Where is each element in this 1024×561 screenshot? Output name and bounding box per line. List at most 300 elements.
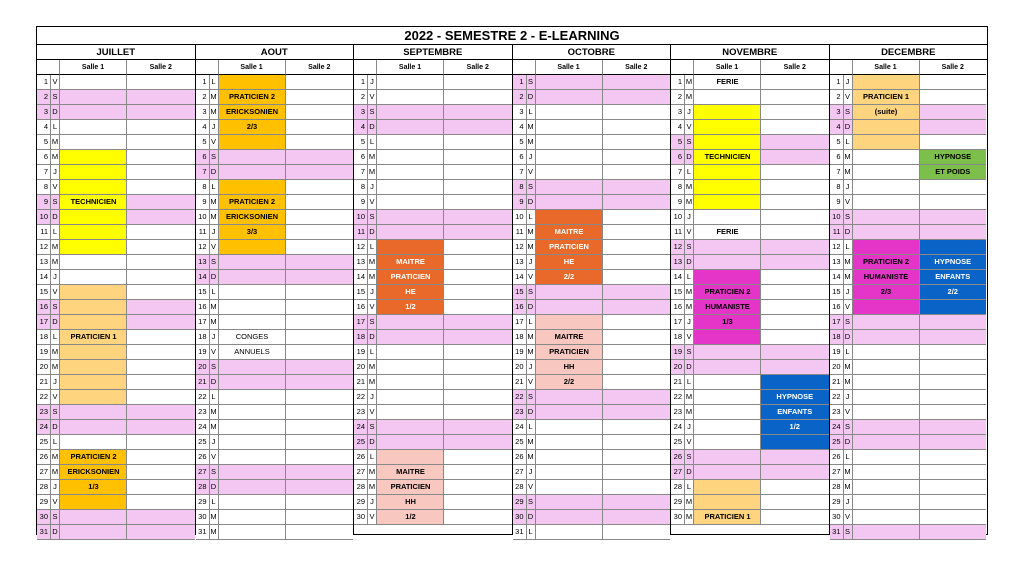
slot-salle-2[interactable] (603, 495, 671, 510)
slot-salle-2[interactable] (920, 360, 987, 375)
slot-salle-1[interactable] (853, 330, 920, 345)
slot-salle-2[interactable] (286, 390, 354, 405)
slot-salle-2[interactable] (920, 120, 987, 135)
slot-salle-2[interactable] (920, 375, 987, 390)
slot-salle-2[interactable] (603, 165, 671, 180)
slot-salle-2[interactable] (761, 240, 829, 255)
slot-salle-1[interactable] (60, 150, 127, 165)
slot-salle-2[interactable] (761, 375, 829, 390)
slot-salle-2[interactable] (127, 75, 195, 90)
slot-salle-2[interactable] (920, 345, 987, 360)
slot-salle-2[interactable] (603, 345, 671, 360)
slot-salle-2[interactable] (920, 495, 987, 510)
slot-salle-1[interactable] (60, 270, 127, 285)
slot-salle-2[interactable] (444, 420, 512, 435)
slot-salle-1[interactable] (694, 270, 761, 285)
slot-salle-1[interactable] (219, 360, 286, 375)
slot-salle-1[interactable] (219, 75, 286, 90)
slot-salle-2[interactable] (920, 525, 987, 540)
slot-salle-2[interactable] (761, 135, 829, 150)
slot-salle-1[interactable] (377, 75, 444, 90)
slot-salle-1[interactable] (377, 240, 444, 255)
slot-salle-2[interactable] (761, 165, 829, 180)
slot-salle-1[interactable] (536, 300, 603, 315)
slot-salle-1[interactable] (694, 450, 761, 465)
slot-salle-2[interactable] (286, 405, 354, 420)
slot-salle-1[interactable] (60, 525, 127, 540)
slot-salle-2[interactable] (920, 210, 987, 225)
slot-salle-1[interactable] (377, 375, 444, 390)
slot-salle-2[interactable] (127, 360, 195, 375)
slot-salle-1[interactable] (219, 150, 286, 165)
slot-salle-1[interactable] (60, 510, 127, 525)
slot-salle-2[interactable] (127, 435, 195, 450)
slot-salle-2[interactable] (444, 210, 512, 225)
slot-salle-2[interactable] (920, 315, 987, 330)
slot-salle-2[interactable] (603, 510, 671, 525)
slot-salle-2[interactable] (444, 345, 512, 360)
slot-salle-1[interactable] (377, 435, 444, 450)
slot-salle-2[interactable] (127, 495, 195, 510)
slot-salle-2[interactable] (920, 300, 987, 315)
slot-salle-2[interactable] (444, 465, 512, 480)
slot-salle-1[interactable] (60, 315, 127, 330)
slot-salle-2[interactable] (286, 480, 354, 495)
slot-salle-1[interactable] (377, 225, 444, 240)
slot-salle-1[interactable] (694, 330, 761, 345)
slot-salle-2[interactable] (603, 195, 671, 210)
slot-salle-2[interactable] (920, 465, 987, 480)
slot-salle-2[interactable] (444, 495, 512, 510)
slot-salle-2[interactable] (603, 120, 671, 135)
slot-salle-2[interactable] (761, 120, 829, 135)
slot-salle-1[interactable] (536, 510, 603, 525)
slot-salle-2[interactable] (286, 510, 354, 525)
slot-salle-1[interactable] (694, 105, 761, 120)
slot-salle-1[interactable] (219, 180, 286, 195)
slot-salle-1[interactable] (377, 90, 444, 105)
slot-salle-1[interactable] (853, 480, 920, 495)
slot-salle-2[interactable] (286, 165, 354, 180)
slot-salle-1[interactable] (60, 435, 127, 450)
slot-salle-1[interactable] (377, 150, 444, 165)
slot-salle-1[interactable] (536, 525, 603, 540)
slot-salle-1[interactable] (219, 525, 286, 540)
slot-salle-1[interactable] (377, 330, 444, 345)
slot-salle-1[interactable] (536, 315, 603, 330)
slot-salle-2[interactable] (286, 330, 354, 345)
slot-salle-1[interactable] (219, 480, 286, 495)
slot-salle-1[interactable] (694, 390, 761, 405)
slot-salle-2[interactable] (603, 300, 671, 315)
slot-salle-1[interactable] (536, 120, 603, 135)
slot-salle-2[interactable] (444, 195, 512, 210)
slot-salle-2[interactable] (761, 435, 829, 450)
slot-salle-2[interactable] (761, 510, 829, 525)
slot-salle-1[interactable] (536, 435, 603, 450)
slot-salle-1[interactable] (377, 450, 444, 465)
slot-salle-2[interactable] (603, 420, 671, 435)
slot-salle-2[interactable] (286, 465, 354, 480)
slot-salle-2[interactable] (444, 240, 512, 255)
slot-salle-2[interactable] (761, 270, 829, 285)
slot-salle-1[interactable] (536, 210, 603, 225)
slot-salle-2[interactable] (444, 180, 512, 195)
slot-salle-1[interactable] (377, 165, 444, 180)
slot-salle-1[interactable] (536, 480, 603, 495)
slot-salle-2[interactable] (920, 330, 987, 345)
slot-salle-2[interactable] (603, 435, 671, 450)
slot-salle-2[interactable] (444, 165, 512, 180)
slot-salle-1[interactable] (536, 105, 603, 120)
slot-salle-1[interactable] (377, 360, 444, 375)
slot-salle-2[interactable] (286, 105, 354, 120)
slot-salle-1[interactable] (853, 405, 920, 420)
slot-salle-1[interactable] (60, 360, 127, 375)
slot-salle-2[interactable] (603, 465, 671, 480)
slot-salle-2[interactable] (127, 150, 195, 165)
slot-salle-1[interactable] (219, 435, 286, 450)
slot-salle-1[interactable] (694, 135, 761, 150)
slot-salle-2[interactable] (920, 180, 987, 195)
slot-salle-2[interactable] (444, 135, 512, 150)
slot-salle-2[interactable] (127, 240, 195, 255)
slot-salle-1[interactable] (60, 345, 127, 360)
slot-salle-2[interactable] (920, 195, 987, 210)
slot-salle-2[interactable] (127, 90, 195, 105)
slot-salle-2[interactable] (761, 285, 829, 300)
slot-salle-1[interactable] (536, 180, 603, 195)
slot-salle-2[interactable] (127, 105, 195, 120)
slot-salle-2[interactable] (127, 450, 195, 465)
slot-salle-2[interactable] (286, 270, 354, 285)
slot-salle-1[interactable] (853, 75, 920, 90)
slot-salle-2[interactable] (920, 390, 987, 405)
slot-salle-1[interactable] (219, 465, 286, 480)
slot-salle-1[interactable] (694, 465, 761, 480)
slot-salle-2[interactable] (127, 465, 195, 480)
slot-salle-1[interactable] (219, 165, 286, 180)
slot-salle-1[interactable] (536, 285, 603, 300)
slot-salle-1[interactable] (694, 345, 761, 360)
slot-salle-1[interactable] (60, 495, 127, 510)
slot-salle-2[interactable] (920, 240, 987, 255)
slot-salle-2[interactable] (444, 300, 512, 315)
slot-salle-1[interactable] (219, 285, 286, 300)
slot-salle-2[interactable] (127, 315, 195, 330)
slot-salle-2[interactable] (127, 330, 195, 345)
slot-salle-1[interactable] (694, 405, 761, 420)
slot-salle-1[interactable] (219, 405, 286, 420)
slot-salle-2[interactable] (286, 240, 354, 255)
slot-salle-2[interactable] (127, 510, 195, 525)
slot-salle-2[interactable] (286, 75, 354, 90)
slot-salle-2[interactable] (127, 210, 195, 225)
slot-salle-2[interactable] (603, 315, 671, 330)
slot-salle-1[interactable] (377, 405, 444, 420)
slot-salle-1[interactable] (219, 420, 286, 435)
slot-salle-1[interactable] (60, 75, 127, 90)
slot-salle-2[interactable] (444, 285, 512, 300)
slot-salle-2[interactable] (286, 180, 354, 195)
slot-salle-2[interactable] (286, 300, 354, 315)
slot-salle-2[interactable] (444, 450, 512, 465)
slot-salle-2[interactable] (127, 390, 195, 405)
slot-salle-2[interactable] (603, 75, 671, 90)
slot-salle-2[interactable] (603, 285, 671, 300)
slot-salle-2[interactable] (761, 255, 829, 270)
slot-salle-2[interactable] (444, 255, 512, 270)
slot-salle-1[interactable] (536, 405, 603, 420)
slot-salle-1[interactable] (853, 375, 920, 390)
slot-salle-2[interactable] (286, 435, 354, 450)
slot-salle-2[interactable] (920, 435, 987, 450)
slot-salle-2[interactable] (920, 135, 987, 150)
slot-salle-2[interactable] (603, 105, 671, 120)
slot-salle-2[interactable] (444, 315, 512, 330)
slot-salle-2[interactable] (603, 150, 671, 165)
slot-salle-2[interactable] (127, 405, 195, 420)
slot-salle-1[interactable] (60, 120, 127, 135)
slot-salle-2[interactable] (603, 180, 671, 195)
slot-salle-2[interactable] (603, 225, 671, 240)
slot-salle-1[interactable] (60, 240, 127, 255)
slot-salle-1[interactable] (60, 375, 127, 390)
slot-salle-1[interactable] (694, 180, 761, 195)
slot-salle-2[interactable] (920, 405, 987, 420)
slot-salle-2[interactable] (603, 405, 671, 420)
slot-salle-1[interactable] (536, 75, 603, 90)
slot-salle-2[interactable] (603, 210, 671, 225)
slot-salle-2[interactable] (761, 105, 829, 120)
slot-salle-2[interactable] (603, 450, 671, 465)
slot-salle-2[interactable] (920, 480, 987, 495)
slot-salle-1[interactable] (853, 165, 920, 180)
slot-salle-1[interactable] (853, 150, 920, 165)
slot-salle-2[interactable] (286, 150, 354, 165)
slot-salle-2[interactable] (761, 90, 829, 105)
slot-salle-1[interactable] (60, 105, 127, 120)
slot-salle-2[interactable] (444, 405, 512, 420)
slot-salle-2[interactable] (444, 105, 512, 120)
slot-salle-1[interactable] (853, 345, 920, 360)
slot-salle-1[interactable] (60, 300, 127, 315)
slot-salle-1[interactable] (694, 495, 761, 510)
slot-salle-2[interactable] (920, 450, 987, 465)
slot-salle-1[interactable] (219, 240, 286, 255)
slot-salle-2[interactable] (603, 135, 671, 150)
slot-salle-2[interactable] (286, 315, 354, 330)
slot-salle-2[interactable] (127, 180, 195, 195)
slot-salle-2[interactable] (920, 225, 987, 240)
slot-salle-2[interactable] (286, 285, 354, 300)
slot-salle-1[interactable] (853, 525, 920, 540)
slot-salle-2[interactable] (761, 315, 829, 330)
slot-salle-2[interactable] (761, 495, 829, 510)
slot-salle-2[interactable] (603, 240, 671, 255)
slot-salle-2[interactable] (127, 270, 195, 285)
slot-salle-2[interactable] (444, 270, 512, 285)
slot-salle-2[interactable] (286, 450, 354, 465)
slot-salle-2[interactable] (761, 480, 829, 495)
slot-salle-1[interactable] (536, 495, 603, 510)
slot-salle-1[interactable] (536, 450, 603, 465)
slot-salle-1[interactable] (60, 255, 127, 270)
slot-salle-2[interactable] (603, 390, 671, 405)
slot-salle-2[interactable] (761, 450, 829, 465)
slot-salle-1[interactable] (853, 135, 920, 150)
slot-salle-1[interactable] (377, 315, 444, 330)
slot-salle-2[interactable] (761, 180, 829, 195)
slot-salle-1[interactable] (219, 315, 286, 330)
slot-salle-2[interactable] (444, 360, 512, 375)
slot-salle-2[interactable] (127, 135, 195, 150)
slot-salle-1[interactable] (60, 210, 127, 225)
slot-salle-2[interactable] (286, 90, 354, 105)
slot-salle-1[interactable] (694, 435, 761, 450)
slot-salle-1[interactable] (853, 225, 920, 240)
slot-salle-1[interactable] (536, 165, 603, 180)
slot-salle-1[interactable] (60, 180, 127, 195)
slot-salle-2[interactable] (127, 300, 195, 315)
slot-salle-2[interactable] (761, 465, 829, 480)
slot-salle-1[interactable] (219, 300, 286, 315)
slot-salle-1[interactable] (60, 390, 127, 405)
slot-salle-2[interactable] (444, 225, 512, 240)
slot-salle-1[interactable] (853, 210, 920, 225)
slot-salle-1[interactable] (853, 315, 920, 330)
slot-salle-2[interactable] (127, 195, 195, 210)
slot-salle-2[interactable] (603, 255, 671, 270)
slot-salle-1[interactable] (377, 135, 444, 150)
slot-salle-2[interactable] (603, 360, 671, 375)
slot-salle-1[interactable] (219, 495, 286, 510)
slot-salle-2[interactable] (127, 225, 195, 240)
slot-salle-1[interactable] (219, 270, 286, 285)
slot-salle-1[interactable] (694, 480, 761, 495)
slot-salle-1[interactable] (694, 210, 761, 225)
slot-salle-2[interactable] (286, 225, 354, 240)
slot-salle-1[interactable] (377, 420, 444, 435)
slot-salle-1[interactable] (853, 360, 920, 375)
slot-salle-2[interactable] (761, 345, 829, 360)
slot-salle-2[interactable] (286, 375, 354, 390)
slot-salle-2[interactable] (127, 285, 195, 300)
slot-salle-2[interactable] (920, 75, 987, 90)
slot-salle-1[interactable] (60, 285, 127, 300)
slot-salle-2[interactable] (127, 255, 195, 270)
slot-salle-2[interactable] (127, 480, 195, 495)
slot-salle-1[interactable] (853, 240, 920, 255)
slot-salle-1[interactable] (377, 180, 444, 195)
slot-salle-2[interactable] (286, 360, 354, 375)
slot-salle-2[interactable] (127, 120, 195, 135)
slot-salle-1[interactable] (219, 375, 286, 390)
slot-salle-2[interactable] (286, 495, 354, 510)
slot-salle-2[interactable] (761, 330, 829, 345)
slot-salle-1[interactable] (694, 375, 761, 390)
slot-salle-1[interactable] (219, 135, 286, 150)
slot-salle-1[interactable] (60, 420, 127, 435)
slot-salle-1[interactable] (219, 255, 286, 270)
slot-salle-2[interactable] (920, 510, 987, 525)
slot-salle-2[interactable] (127, 375, 195, 390)
slot-salle-1[interactable] (853, 195, 920, 210)
slot-salle-1[interactable] (60, 405, 127, 420)
slot-salle-2[interactable] (761, 300, 829, 315)
slot-salle-1[interactable] (853, 510, 920, 525)
slot-salle-2[interactable] (286, 525, 354, 540)
slot-salle-2[interactable] (603, 375, 671, 390)
slot-salle-1[interactable] (536, 135, 603, 150)
slot-salle-1[interactable] (377, 345, 444, 360)
slot-salle-1[interactable] (853, 300, 920, 315)
slot-salle-2[interactable] (444, 375, 512, 390)
slot-salle-2[interactable] (761, 360, 829, 375)
slot-salle-2[interactable] (444, 75, 512, 90)
slot-salle-1[interactable] (694, 360, 761, 375)
slot-salle-2[interactable] (286, 135, 354, 150)
slot-salle-2[interactable] (127, 165, 195, 180)
slot-salle-1[interactable] (219, 450, 286, 465)
slot-salle-2[interactable] (444, 390, 512, 405)
slot-salle-2[interactable] (444, 330, 512, 345)
slot-salle-2[interactable] (761, 195, 829, 210)
slot-salle-1[interactable] (60, 135, 127, 150)
slot-salle-1[interactable] (377, 210, 444, 225)
slot-salle-2[interactable] (920, 420, 987, 435)
slot-salle-1[interactable] (694, 120, 761, 135)
slot-salle-2[interactable] (920, 105, 987, 120)
slot-salle-2[interactable] (761, 75, 829, 90)
slot-salle-2[interactable] (920, 90, 987, 105)
slot-salle-2[interactable] (286, 210, 354, 225)
slot-salle-1[interactable] (694, 420, 761, 435)
slot-salle-2[interactable] (444, 90, 512, 105)
slot-salle-1[interactable] (694, 165, 761, 180)
slot-salle-2[interactable] (444, 510, 512, 525)
slot-salle-1[interactable] (60, 90, 127, 105)
slot-salle-1[interactable] (694, 255, 761, 270)
slot-salle-2[interactable] (444, 120, 512, 135)
slot-salle-1[interactable] (694, 240, 761, 255)
slot-salle-2[interactable] (286, 255, 354, 270)
slot-salle-1[interactable] (853, 435, 920, 450)
slot-salle-1[interactable] (377, 390, 444, 405)
slot-salle-2[interactable] (444, 480, 512, 495)
slot-salle-2[interactable] (286, 420, 354, 435)
slot-salle-1[interactable] (536, 195, 603, 210)
slot-salle-1[interactable] (853, 120, 920, 135)
slot-salle-2[interactable] (444, 435, 512, 450)
slot-salle-1[interactable] (694, 195, 761, 210)
slot-salle-1[interactable] (853, 390, 920, 405)
slot-salle-2[interactable] (603, 480, 671, 495)
slot-salle-2[interactable] (761, 225, 829, 240)
slot-salle-1[interactable] (853, 465, 920, 480)
slot-salle-1[interactable] (694, 90, 761, 105)
slot-salle-2[interactable] (603, 330, 671, 345)
slot-salle-1[interactable] (536, 420, 603, 435)
slot-salle-1[interactable] (219, 390, 286, 405)
slot-salle-2[interactable] (761, 150, 829, 165)
slot-salle-2[interactable] (127, 525, 195, 540)
slot-salle-2[interactable] (603, 525, 671, 540)
slot-salle-1[interactable] (377, 195, 444, 210)
slot-salle-1[interactable] (536, 465, 603, 480)
slot-salle-1[interactable] (60, 165, 127, 180)
slot-salle-1[interactable] (853, 180, 920, 195)
